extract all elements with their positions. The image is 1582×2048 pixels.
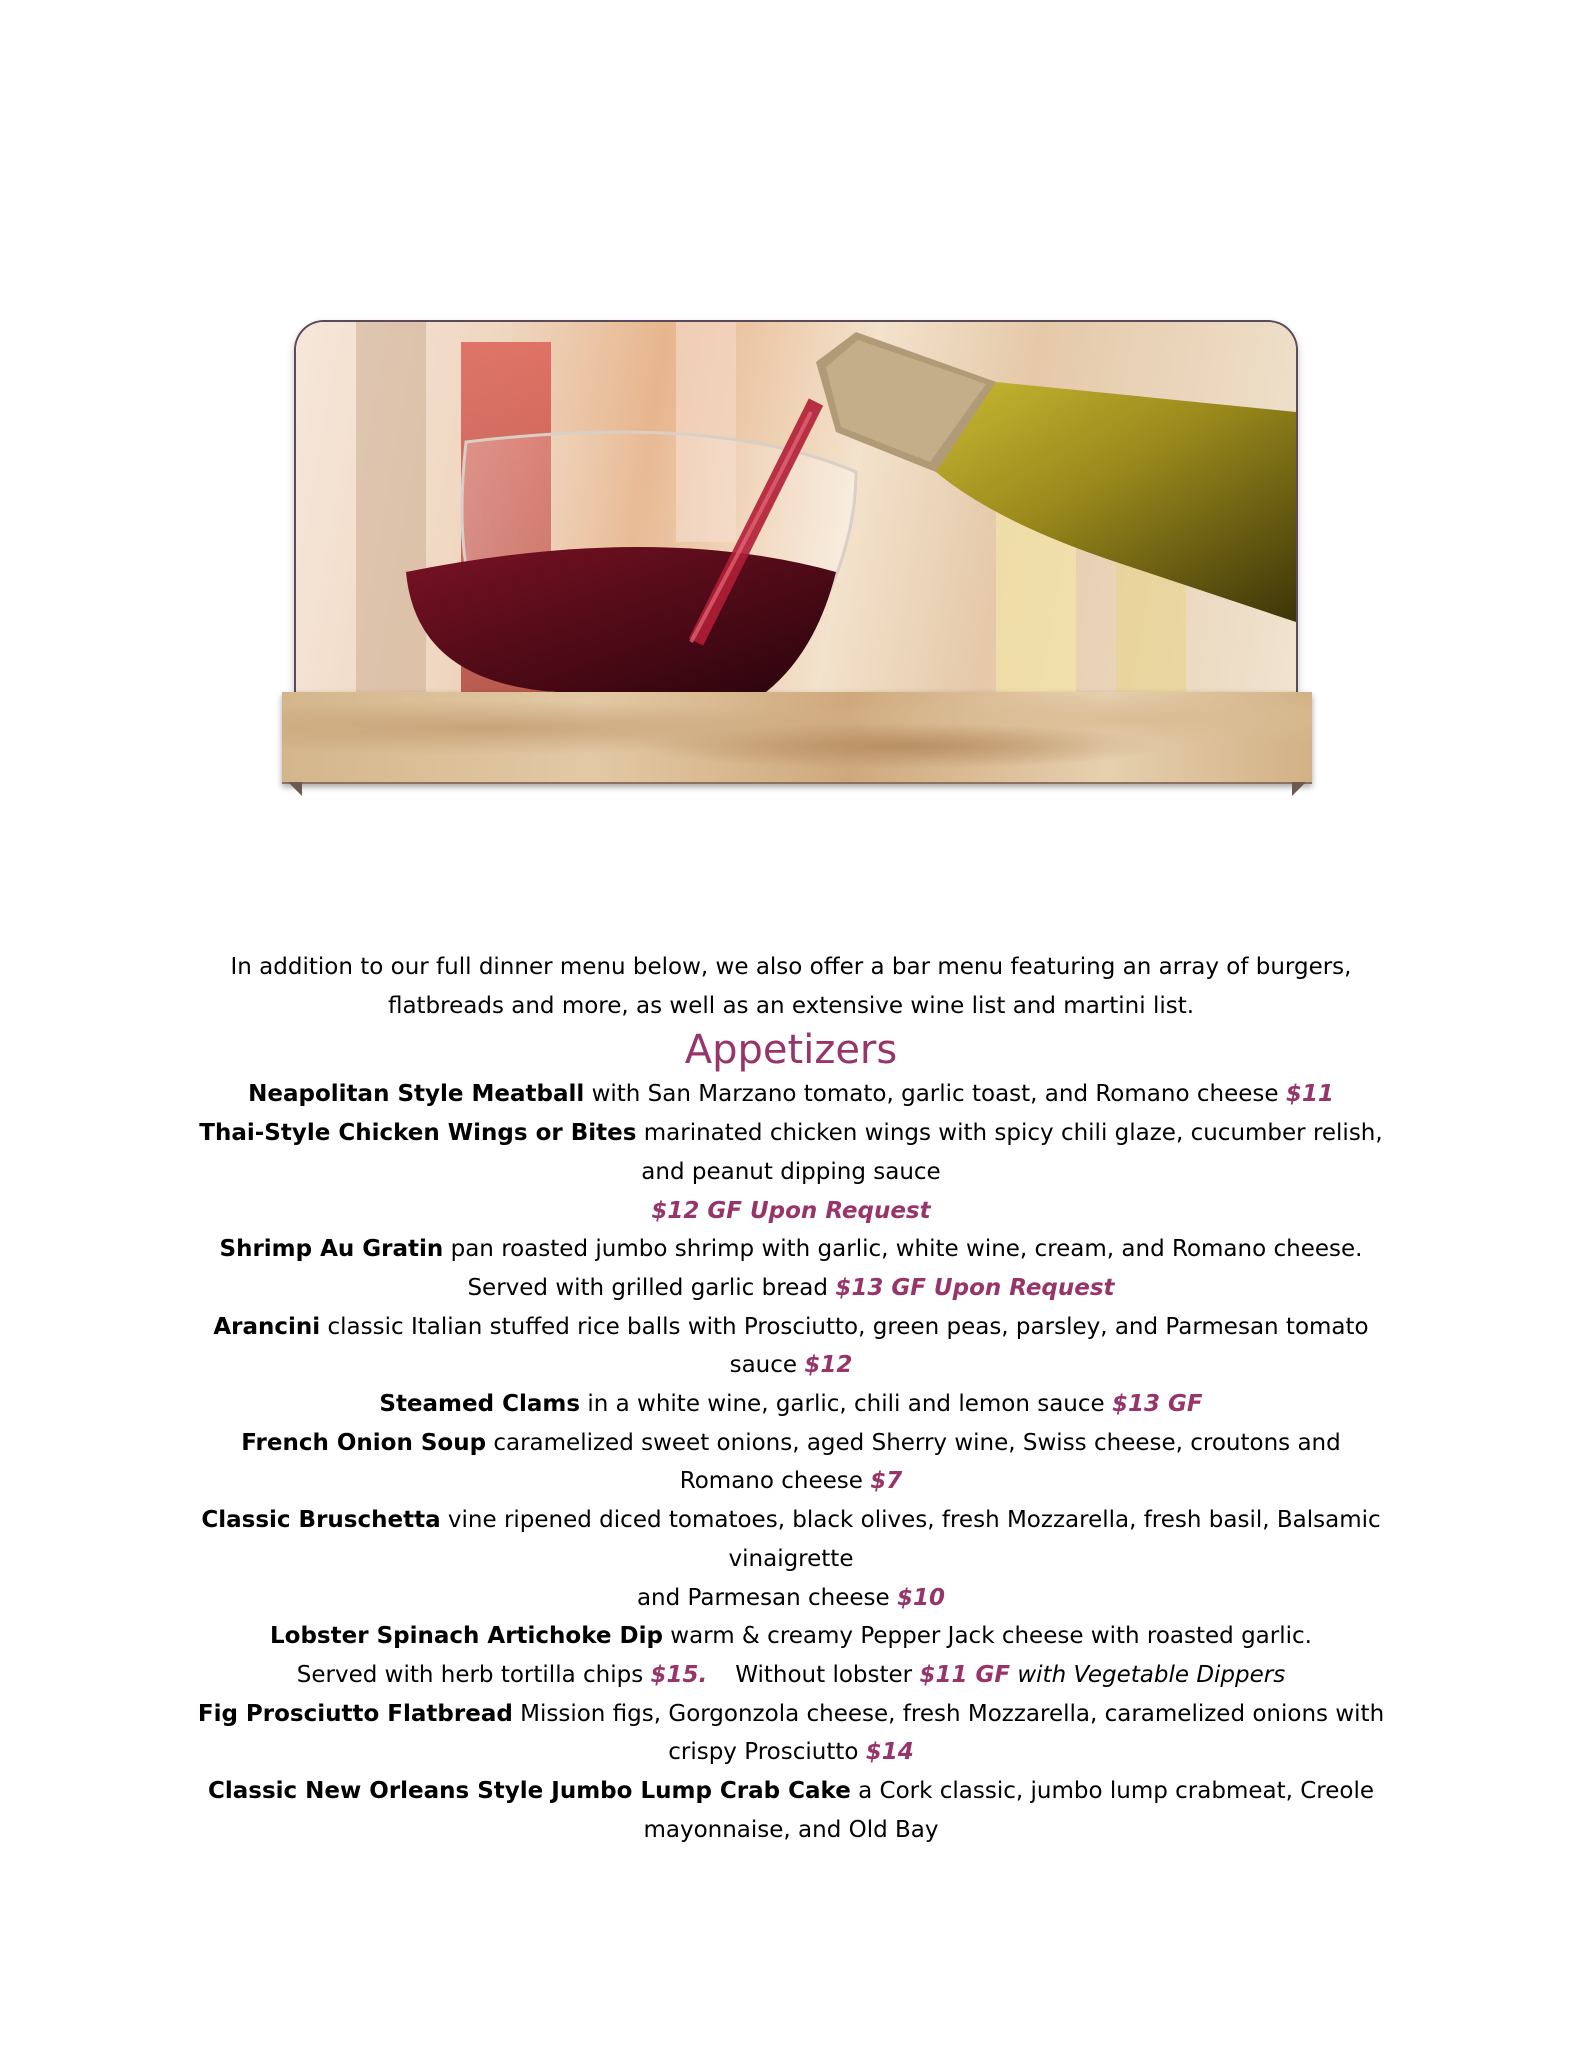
- item-price: $11 GF: [919, 1661, 1011, 1688]
- menu-item-dip: [150, 1617, 1432, 1656]
- item-description: Served with herb tortilla chips: [296, 1661, 651, 1688]
- item-price: $11: [1285, 1081, 1334, 1108]
- intro-line: flatbreads and more, as well as an extensive wine list and martini list.: [387, 992, 1195, 1019]
- wine-pour-illustration: [296, 322, 1296, 692]
- item-name: Steamed Clams: [379, 1391, 581, 1418]
- menu-item-flatbread-cont: [150, 1733, 1432, 1772]
- menu-item-soup: [150, 1424, 1432, 1463]
- item-price: $13 GF: [1112, 1391, 1203, 1418]
- menu-item-bruschetta-cont: [150, 1579, 1432, 1618]
- item-name: Classic New Orleans Style Jumbo Lump Crab Cake: [207, 1778, 851, 1805]
- item-description: caramelized sweet onions, aged Sherry wine, Swiss cheese, croutons and: [486, 1429, 1341, 1456]
- item-description: Without lobster: [735, 1661, 920, 1688]
- item-description: classic Italian stuffed rice balls with Prosciutto, green peas, parsley, and Parmesan tomato: [320, 1313, 1369, 1340]
- item-price: $13 GF Upon Request: [835, 1274, 1115, 1301]
- shelf-foot-right: [1292, 782, 1306, 796]
- cork-shelf: [282, 692, 1312, 784]
- hero-wine-image: [296, 322, 1296, 692]
- item-description: sauce: [729, 1352, 805, 1379]
- menu-item-soup-cont: [150, 1462, 1432, 1501]
- menu-item-bruschetta: [150, 1501, 1432, 1540]
- item-description: and Parmesan cheese: [636, 1584, 898, 1611]
- intro-line: In addition to our full dinner menu below, we also offer a bar menu featuring an array of burgers,: [230, 954, 1352, 980]
- item-price: $12: [804, 1352, 853, 1379]
- intro-text: [150, 948, 1432, 1025]
- item-description: and peanut dipping sauce: [641, 1158, 941, 1185]
- menu-item-crabcake: [150, 1772, 1432, 1811]
- item-name: Neapolitan Style Meatball: [248, 1081, 585, 1108]
- item-description: marinated chicken wings with spicy chili glaze, cucumber relish,: [636, 1120, 1383, 1147]
- item-description: a Cork classic, jumbo lump crabmeat, Creole: [850, 1778, 1375, 1805]
- item-description: Mission figs, Gorgonzola cheese, fresh Mozzarella, caramelized onions with: [512, 1700, 1385, 1727]
- item-description: vine ripened diced tomatoes, black olives, fresh Mozzarella, fresh basil, Balsamic: [440, 1507, 1381, 1534]
- menu-item-wings-cont: [150, 1153, 1432, 1192]
- menu-content: [150, 948, 1432, 1849]
- item-description: vinaigrette: [728, 1545, 854, 1572]
- item-description: Romano cheese: [679, 1468, 871, 1495]
- menu-item-dip-cont: [150, 1656, 1432, 1695]
- menu-item-arancini-cont: [150, 1346, 1432, 1385]
- section-title-appetizers: Appetizers: [684, 1027, 898, 1074]
- menu-item-wings: [150, 1114, 1432, 1153]
- menu-item-bruschetta-cont: [150, 1540, 1432, 1579]
- item-description: crispy Prosciutto: [668, 1739, 866, 1766]
- item-name: Thai-Style Chicken Wings or Bites: [199, 1120, 637, 1147]
- item-price: $15.: [650, 1661, 708, 1688]
- item-description: Served with grilled garlic bread: [467, 1274, 836, 1301]
- item-name: Arancini: [213, 1313, 321, 1340]
- item-name: French Onion Soup: [241, 1429, 487, 1456]
- menu-item-clams: [150, 1385, 1432, 1424]
- item-description: with San Marzano tomato, garlic toast, and Romano cheese: [584, 1081, 1286, 1108]
- item-name: Lobster Spinach Artichoke Dip: [270, 1623, 663, 1650]
- item-name: Shrimp Au Gratin: [219, 1236, 444, 1263]
- item-note: with Vegetable Dippers: [1010, 1661, 1286, 1688]
- item-description: pan roasted jumbo shrimp with garlic, white wine, cream, and Romano cheese.: [443, 1236, 1363, 1263]
- item-description: in a white wine, garlic, chili and lemon sauce: [580, 1391, 1112, 1418]
- item-price: $12 GF Upon Request: [651, 1197, 931, 1224]
- menu-item-crabcake-cont: [150, 1811, 1432, 1850]
- menu-item-shrimp: [150, 1230, 1432, 1269]
- item-price: $7: [870, 1468, 903, 1495]
- item-name: Classic Bruschetta: [201, 1507, 441, 1534]
- menu-item-meatball: [150, 1075, 1432, 1114]
- menu-item-shrimp-cont: [150, 1269, 1432, 1308]
- menu-item-arancini: [150, 1308, 1432, 1347]
- item-price: $14: [865, 1739, 914, 1766]
- menu-item-wings-price: [150, 1192, 1432, 1231]
- menu-item-flatbread: [150, 1695, 1432, 1734]
- shelf-foot-left: [288, 782, 302, 796]
- item-description: warm & creamy Pepper Jack cheese with roasted garlic.: [662, 1623, 1312, 1650]
- item-price: $10: [897, 1584, 946, 1611]
- item-name: Fig Prosciutto Flatbread: [197, 1700, 513, 1727]
- item-description: mayonnaise, and Old Bay: [643, 1816, 939, 1843]
